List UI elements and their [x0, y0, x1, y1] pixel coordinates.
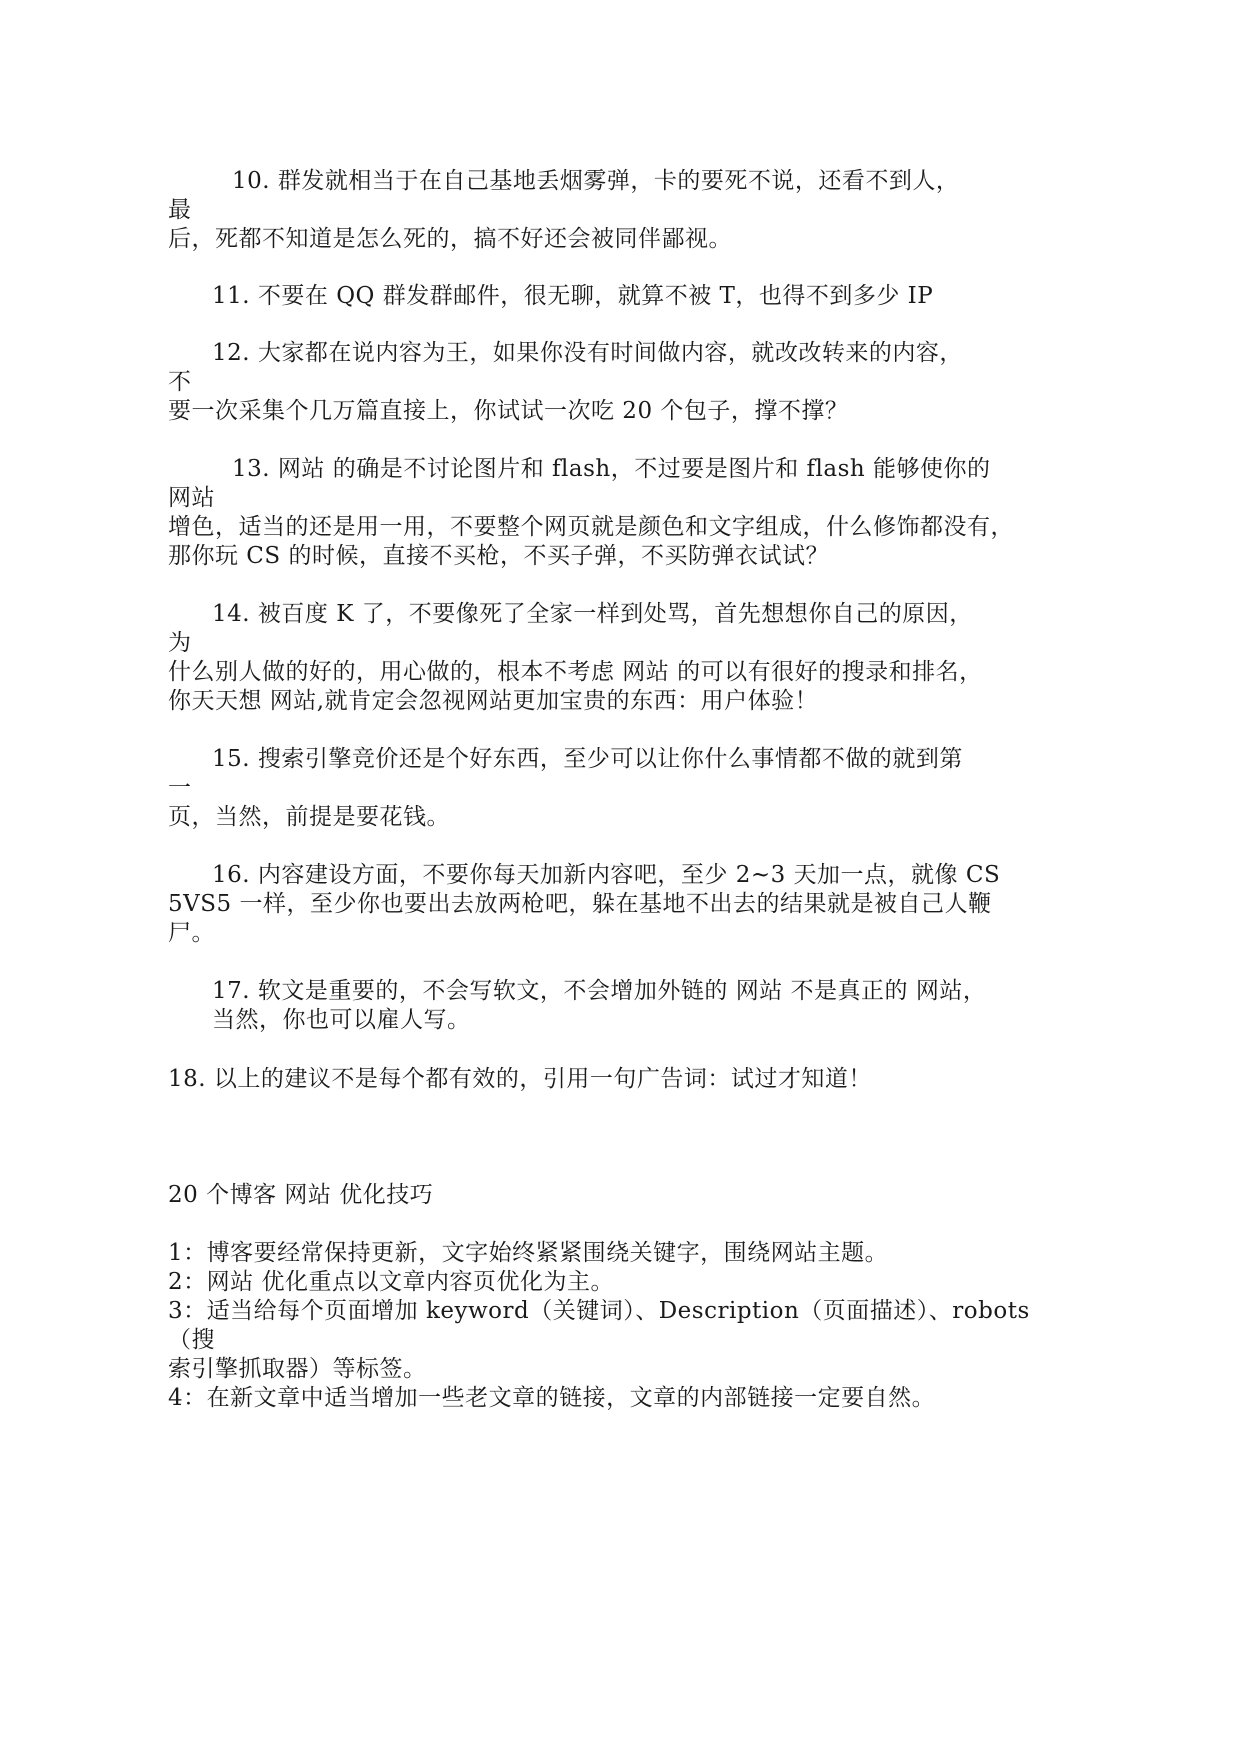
section-title: 20 个博客 网站 优化技巧	[168, 1182, 434, 1208]
item-16-line-2: 5VS5 一样，至少你也要出去放两枪吧，躲在基地不出去的结果就是被自己人鞭	[168, 891, 992, 917]
tip-4: 4：在新文章中适当增加一些老文章的链接，文章的内部链接一定要自然。	[168, 1385, 936, 1411]
item-18-line-1: 18. 以上的建议不是每个都有效的，引用一句广告词：试过才知道！	[168, 1066, 872, 1092]
item-13-line-3: 增色，适当的还是用一用，不要整个网页就是颜色和文字组成，什么修饰都没有，	[168, 514, 1014, 540]
item-13-line-2: 网站	[168, 485, 215, 511]
item-16-line-1: 16. 内容建设方面，不要你每天加新内容吧，至少 2~3 天加一点，就像 CS	[212, 862, 1001, 888]
item-10-line-3: 后，死都不知道是怎么死的，搞不好还会被同伴鄙视。	[168, 226, 732, 252]
item-12-line-3: 要一次采集个几万篇直接上，你试试一次吃 20 个包子，撑不撑？	[168, 398, 849, 424]
item-14-line-3: 什么别人做的好的，用心做的，根本不考虑 网站 的可以有很好的搜录和排名，	[168, 659, 983, 685]
tip-1: 1：博客要经常保持更新，文字始终紧紧围绕关键字，围绕网站主题。	[168, 1240, 889, 1266]
item-15-line-1: 15. 搜索引擎竞价还是个好东西，至少可以让你什么事情都不做的就到第	[212, 746, 963, 772]
item-13-line-1: 13. 网站 的确是不讨论图片和 flash，不过要是图片和 flash 能够使你的	[232, 456, 991, 482]
tip-3-line-1: 3：适当给每个页面增加 keyword（关键词）、Description（页面描述）、robots	[168, 1298, 1030, 1324]
item-10-line-1: 10. 群发就相当于在自己基地丢烟雾弹，卡的要死不说，还看不到人，	[232, 168, 960, 194]
item-13-line-4: 那你玩 CS 的时候，直接不买枪，不买子弹，不买防弹衣试试？	[168, 543, 829, 569]
item-12-line-1: 12. 大家都在说内容为王，如果你没有时间做内容，就改改转来的内容，	[212, 340, 963, 366]
tip-3-line-2: （搜	[168, 1327, 215, 1353]
item-15-line-2: 一	[168, 775, 192, 801]
item-10-line-2: 最	[168, 197, 192, 223]
item-17-line-2: 当然，你也可以雇人写。	[212, 1007, 471, 1033]
tip-2: 2：网站 优化重点以文章内容页优化为主。	[168, 1269, 614, 1295]
item-14-line-1: 14. 被百度 K 了，不要像死了全家一样到处骂，首先想想你自己的原因，	[212, 601, 973, 627]
item-17-line-1: 17. 软文是重要的，不会写软文，不会增加外链的 网站 不是真正的 网站，	[212, 978, 987, 1004]
item-14-line-2: 为	[168, 630, 192, 656]
item-12-line-2: 不	[168, 369, 192, 395]
item-16-line-3: 尸。	[168, 920, 215, 946]
tip-3-line-3: 索引擎抓取器）等标签。	[168, 1356, 427, 1382]
item-14-line-4: 你天天想 网站,就肯定会忽视网站更加宝贵的东西：用户体验！	[168, 688, 819, 714]
item-11-line-1: 11. 不要在 QQ 群发群邮件，很无聊，就算不被 T，也得不到多少 IP	[212, 283, 934, 309]
item-15-line-3: 页，当然，前提是要花钱。	[168, 804, 450, 830]
